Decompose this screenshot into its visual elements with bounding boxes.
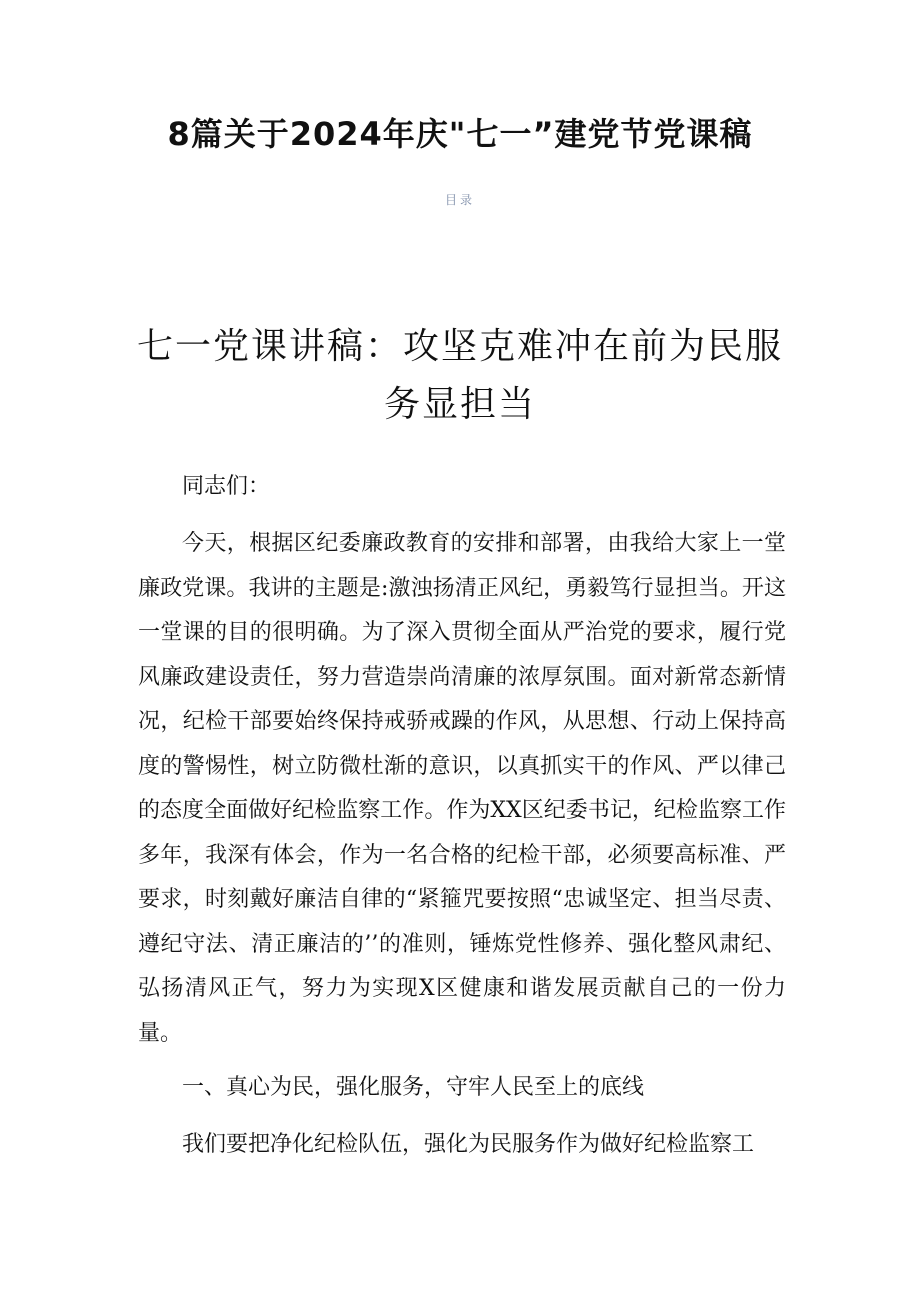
- greeting-paragraph: 同志们：: [182, 474, 271, 499]
- document-title: 8篇关于2024年庆"七一”建党节党课稿: [167, 115, 753, 153]
- subsection-heading: 一、真心为民，强化服务，守牢人民至上的底线: [182, 1075, 645, 1100]
- intro-paragraph: 今天，根据区纪委廉政教育的安排和部署，由我给大家上一堂廉政党课。我讲的主题是:激浊扬清正风纪，勇毅笃行显担当。开这一堂课的目的很明确。为了深入贯彻全面从严治党的要求，履行党风廉政建设责任，努力营造崇尚清廉的浓厚氛围。面对新常态新情况，纪检干部要始终保持戒骄戒躁的作风，从思想、行动上保持高度的警惕性，树立防微杜渐的意识，以真抓实干的作风、严以律己的态度全面做好纪检监察工作。作为XX区纪委书记，纪检监察工作多年，我深有体会，作为一名合格的纪检干部，必须要高标准、严要求，时刻戴好廉洁自律的“紧箍咒要按照“忠诚坚定、担当尽责、遵纪守法、清正廉洁的’’的准则，锤炼党性修养、强化整风肃纪、弘扬清风正气，努力为实现X区健康和谐发展贡献自己的一份力量。: [138, 531, 786, 1046]
- section-title: 七一党课讲稿：攻坚克难冲在前为民服务显担当: [136, 326, 783, 425]
- body-paragraph: 我们要把净化纪检队伍，强化为民服务作为做好纪检监察工: [182, 1132, 755, 1157]
- table-of-contents-label: 目录: [444, 193, 475, 207]
